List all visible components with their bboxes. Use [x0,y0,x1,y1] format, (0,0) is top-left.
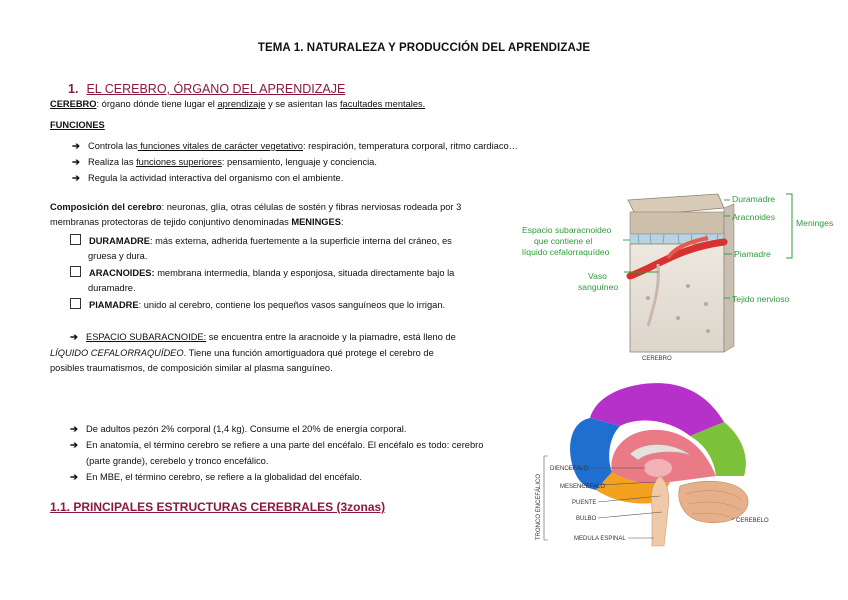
arrow-right-icon: ➔ [72,173,80,183]
function-2-post: : pensamiento, lenguaje y conciencia. [221,157,377,167]
brain-figure [520,378,785,548]
function-item-1 [72,140,518,153]
label-tronco: TRONCO ENCEFÁLICO [536,473,542,540]
function-item-3 [72,172,343,185]
label-espacio-1: Espacio subaracnoideo [522,225,612,235]
membrane-1-text: : más externa, adherida fuertemente a la superficie interna del cráneo, es [149,236,452,246]
function-3-text: Regula la actividad interactiva del organismo con el ambiente. [88,173,344,183]
fact-item-1 [70,423,406,436]
definition-text-2: y se asientan las [265,99,340,109]
membrane-1-line-2: gruesa y dura. [88,251,148,261]
nervous-tissue [630,244,724,352]
label-espacio-2: que contiene el [534,236,593,246]
arrow-right-icon: ➔ [72,141,80,151]
tronco-bracket [544,456,548,540]
section-1-heading [68,82,345,96]
space-text-2: . Tiene una función amortiguadora qué protege el cerebro de [183,348,434,358]
function-2-underlined: funciones superiores [136,157,222,167]
label-vaso-2: sanguíneo [578,282,619,292]
diencephalon [644,459,672,477]
function-1-underlined: funciones vitales de carácter vegetativo [137,141,303,151]
space-name: ESPACIO SUBARACNOIDE: [86,332,207,342]
function-2-pre: Realiza las [88,157,137,167]
document-title: TEMA 1. NATURALEZA Y PRODUCCIÓN DEL APRENDIZAJE [257,42,591,54]
fact-item-2 [70,439,483,452]
definition-text-1: : órgano dónde tiene lugar el [96,99,218,109]
composition-text-2: membranas protectoras de tejido conjuntivo denominadas [50,217,292,227]
arrow-right-icon: ➔ [70,332,78,342]
function-1-post: : respiración, temperatura corporal, ritmo cardiaco… [302,141,518,151]
membrane-duramadre [70,234,452,248]
section-1-title: EL CEREBRO, ÓRGANO DEL APRENDIZAJE [86,82,346,96]
definition-link-facultades: facultades mentales. [339,99,426,109]
dura-layer [630,212,724,234]
composition-label: Composición del cerebro [50,202,162,212]
membrane-aracnoides [70,266,454,280]
composition-line-1 [50,201,461,214]
composition-text-1: : neuronas, glía, otras células de sostén y fibras nerviosas rodeada por 3 [161,202,462,212]
fact-2-line-2: (parte grande), cerebelo y tronco encefálico. [86,456,269,466]
membrane-3-text: : unido al cerebro, contiene los pequeños vasos sanguíneos que lo irrigan. [138,300,446,310]
space-line-3: posibles traumatismos, de composición similar al plasma sanguíneo. [50,363,333,373]
label-medula: MEDULA ESPINAL [574,536,626,542]
label-mesencefalo: MESENCEFALO [560,484,606,490]
composition-line-2 [50,216,344,229]
block-side [724,204,734,352]
label-espacio-3: líquido cefalorraquídeo [522,247,610,257]
membrane-2-name: ARACNOIDES: [89,268,155,278]
meninges-bracket [786,194,792,258]
meninges-figure [518,186,836,362]
label-meninges: Meninges [796,218,834,228]
fact-2-text: En anatomía, el término cerebro se refiere a una parte del encéfalo. El encéfalo es todo: cerebro [86,440,484,450]
membrane-piamadre [70,298,445,312]
section-1-1-heading: 1.1. PRINCIPALES ESTRUCTURAS CEREBRALES (3zonas) [50,500,386,514]
membrane-2-line-2: duramadre. [88,283,136,293]
label-bulbo: BULBO [576,516,597,522]
function-1-pre: Controla las [88,141,138,151]
label-cerebelo: CEREBELO [736,518,769,524]
composition-colon: : [340,217,344,227]
meninges-term: MENINGES [291,217,341,227]
function-item-2 [72,156,377,169]
space-line-1 [70,331,456,344]
membrane-3-name: PIAMADRE [89,300,139,310]
label-vaso-1: Vaso [588,271,607,281]
label-puente: PUENTE [572,500,597,506]
membrane-2-text: membrana intermedia, blanda y esponjosa, situada directamente bajo la [154,268,455,278]
checkbox-icon [70,298,81,309]
arrow-right-icon: ➔ [72,157,80,167]
definition-line [50,98,425,111]
definition-link-aprendizaje: aprendizaje [217,99,266,109]
space-liquid-term: LÍQUIDO CEFALORRAQUÍDEO [50,348,184,358]
fact-item-3 [70,471,362,484]
arrow-right-icon: ➔ [70,440,78,450]
meninges-caption: CEREBRO [642,356,672,362]
brainstem [651,476,668,546]
label-piamadre: Piamadre [734,249,771,259]
functions-heading: FUNCIONES [50,120,105,130]
checkbox-icon [70,234,81,245]
label-aracnoides: Aracnoides [732,212,775,222]
membrane-1-name: DURAMADRE [89,236,150,246]
space-line-2 [50,347,434,360]
fact-3-text: En MBE, el término cerebro, se refiere a la globalidad del encéfalo. [86,472,362,482]
label-diencefalo: DIENCEFALO [550,466,589,472]
label-tejido-nervioso: Tejido nervioso [732,294,790,304]
space-text-1: se encuentra entre la aracnoide y la piamadre, está lleno de [206,332,456,342]
definition-term: CEREBRO [50,99,97,109]
fact-1-text: De adultos pezón 2% corporal (1,4 kg). Consume el 20% de energía corporal. [86,424,407,434]
arrow-right-icon: ➔ [70,472,78,482]
label-duramadre: Duramadre [732,194,775,204]
arrow-right-icon: ➔ [70,424,78,434]
checkbox-icon [70,266,81,277]
section-1-number: 1. [68,82,79,96]
